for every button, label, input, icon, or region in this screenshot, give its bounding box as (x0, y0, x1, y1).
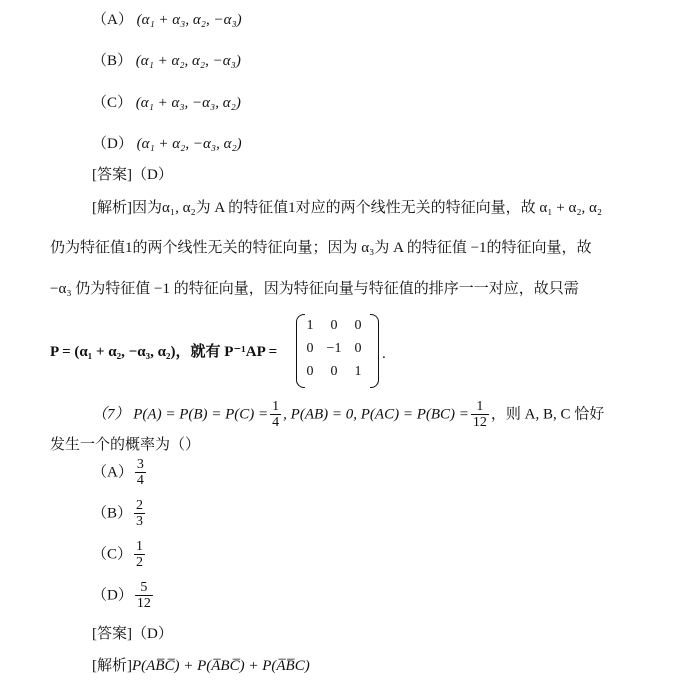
option-b-math: (α₁ + α₂, α₂, −α₃) (135, 53, 241, 69)
fraction-denominator: 2 (136, 555, 144, 570)
fraction-numerator: 3 (136, 457, 144, 472)
matrix-cell: 0 (354, 341, 362, 356)
matrix-cell: 0 (306, 341, 314, 356)
fraction-numerator: 1 (476, 399, 484, 414)
analysis-6-line4: P = (α₁ + α₂, −α₃, α₂)，就有 P⁻¹AP = (50, 344, 278, 360)
option-d-math: (α₁ + α₂, −α₃, α₂) (136, 136, 242, 152)
option7-b (92, 499, 147, 529)
question-7-line2: 发生一个的概率为（） (50, 437, 201, 453)
fraction-denominator: 12 (472, 415, 487, 430)
option-b-label: （B） (92, 53, 133, 69)
option-a (92, 8, 242, 29)
matrix-cell: 1 (306, 318, 314, 333)
analysis-6-line3: −α₃ 仍为特征值 −1 的特征向量，因为特征向量与特征值的排序一一对应，故只需 (50, 281, 579, 297)
option7-b-fraction (134, 499, 145, 529)
matrix-cell: 0 (330, 318, 338, 333)
option-a-math: (α₁ + α₃, α₂, −α₃) (136, 12, 242, 28)
analysis-7-expr: P(AB̅C̅) + P(A̅BC̅) + P(A̅B̅C) (132, 658, 310, 674)
option7-c-fraction (134, 540, 145, 570)
option-c-math: (α₁ + α₃, −α₃, α₂) (135, 95, 241, 111)
option7-d (92, 581, 155, 611)
fraction-numerator: 1 (136, 539, 144, 554)
option7-c-label: （C） (92, 546, 133, 563)
answer-7: [答案]（D） (92, 626, 173, 642)
option-c (92, 91, 241, 112)
analysis-6-period: . (382, 346, 386, 362)
option-d-label: （D） (92, 136, 133, 152)
option7-d-fraction (135, 581, 153, 611)
option7-d-label: （D） (92, 587, 133, 604)
matrix-cell: 0 (306, 364, 314, 379)
question-7-middle: , P(AB) = 0, P(AC) = P(BC) = (283, 406, 469, 423)
question-7-fraction-1 (270, 400, 281, 430)
option7-a-fraction (135, 458, 146, 488)
option-d (92, 132, 242, 153)
question-7-line1 (92, 400, 604, 430)
analysis-6-line1: [解析]因为α₁, α₂为 A 的特征值1对应的两个线性无关的特征向量，故 α₁ + α₂, α₂ (92, 200, 603, 216)
matrix-cell: 0 (354, 318, 362, 333)
analysis-7 (92, 654, 310, 675)
option7-a-label: （A） (92, 464, 133, 481)
option7-c (92, 540, 147, 570)
matrix-cell: −1 (326, 341, 342, 356)
analysis-7-label: [解析] (92, 658, 132, 674)
option-a-label: （A） (92, 12, 133, 28)
matrix-right-bracket (370, 314, 379, 388)
question-7-fraction-2 (471, 400, 489, 430)
fraction-denominator: 12 (136, 596, 151, 611)
answer-6: [答案]（D） (92, 167, 173, 183)
matrix-cell: 1 (354, 364, 362, 379)
question-7-prefix: （7） P(A) = P(B) = P(C) = (92, 406, 269, 423)
option7-b-label: （B） (92, 505, 133, 522)
eigen-matrix (296, 314, 380, 386)
question-7-suffix: ，则 A, B, C 恰好 (490, 406, 605, 423)
fraction-denominator: 3 (136, 514, 144, 529)
matrix-cell: 0 (330, 364, 338, 379)
fraction-denominator: 4 (272, 415, 280, 430)
fraction-denominator: 4 (136, 473, 144, 488)
analysis-6-line2: 仍为特征值1的两个线性无关的特征向量；因为 α₃为 A 的特征值 −1的特征向量，故 (50, 240, 592, 256)
option-c-label: （C） (92, 95, 133, 111)
option7-a (92, 458, 148, 488)
fraction-numerator: 1 (272, 399, 280, 414)
fraction-numerator: 2 (136, 498, 144, 513)
fraction-numerator: 5 (140, 580, 148, 595)
option-b (92, 49, 241, 70)
